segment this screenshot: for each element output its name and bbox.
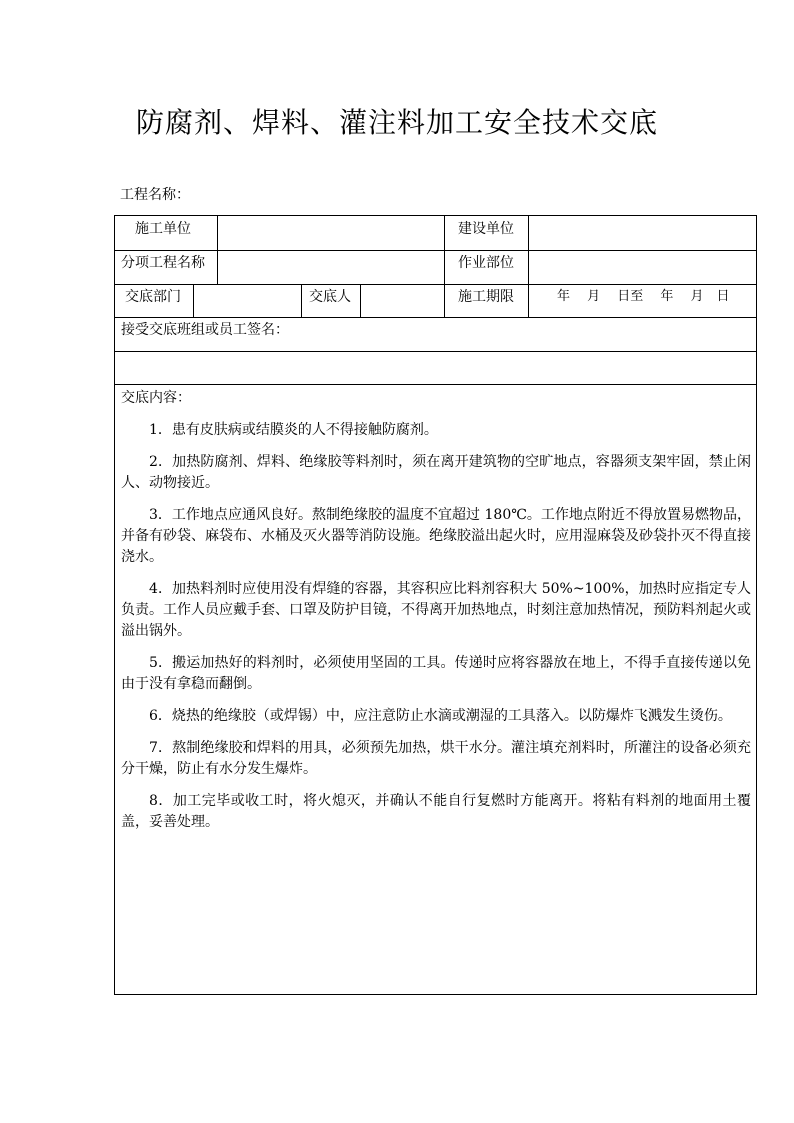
signature-field[interactable] xyxy=(121,354,749,382)
discloser-label: 交底人 xyxy=(309,289,351,305)
disclosure-table xyxy=(114,215,757,995)
content-item-5: 5．搬运加热好的料剂时，必须使用坚固的工具。传递时应将容器放在地上，不得手直接传递以免由于没有拿稳而翻倒。 xyxy=(121,655,751,692)
content-item-2: 2．加热防腐剂、焊料、绝缘胶等料剂时，须在离开建筑物的空旷地点，容器须支架牢固，禁止闲人、动物接近。 xyxy=(121,454,751,491)
construction-period-dates[interactable]: 年 月 日至 年 月 日 xyxy=(557,289,730,304)
row-divider xyxy=(115,317,756,318)
content-item-7: 7．熬制绝缘胶和焊料的用具，必须预先加热，烘干水分。灌注填充剂料时，所灌注的设备必须充分干燥，防止有水分发生爆炸。 xyxy=(121,740,751,777)
work-location-label: 作业部位 xyxy=(458,255,514,271)
content-item-3: 3．工作地点应通风良好。熬制绝缘胶的温度不宜超过 180℃。工作地点附近不得放置易燃物品，并备有砂袋、麻袋布、水桶及灭火器等消防设施。绝缘胶溢出起火时，应用湿麻袋及砂袋扑灭不得直接浇水。 xyxy=(121,507,751,565)
col-divider xyxy=(528,216,529,317)
document-title: 防腐剂、焊料、灌注料加工安全技术交底 xyxy=(135,106,658,139)
row-divider xyxy=(115,384,756,385)
content-item-1: 1．患有皮肤病或结膜炎的人不得接触防腐剂。 xyxy=(149,422,438,438)
content-item-6: 6．烧热的绝缘胶（或焊锡）中，应注意防止水滴或潮湿的工具落入。以防爆炸飞溅发生烫伤。 xyxy=(149,708,732,724)
signature-label: 接受交底班组或员工签名： xyxy=(121,322,289,338)
disclosure-dept-label: 交底部门 xyxy=(125,289,181,305)
col-divider xyxy=(444,216,445,317)
content-item-4: 4．加热料剂时应使用没有焊缝的容器，其容积应比料剂容积大 50%~100%，加热时应指定专人负责。工作人员应戴手套、口罩及防护目镜，不得离开加热地点，时刻注意加热情况，预防料剂起火或溢出锅外。 xyxy=(121,581,751,639)
row-divider xyxy=(115,250,756,251)
content-title: 交底内容： xyxy=(121,390,191,406)
col-divider xyxy=(217,216,218,284)
builder-unit-label: 建设单位 xyxy=(458,221,514,237)
row-divider xyxy=(115,284,756,285)
subproject-name-label: 分项工程名称 xyxy=(121,255,205,271)
project-name-label: 工程名称： xyxy=(120,187,190,203)
col-divider xyxy=(301,284,302,317)
disclosure-content xyxy=(121,388,751,844)
row-divider xyxy=(115,351,756,352)
construction-period-label: 施工期限 xyxy=(458,289,514,305)
col-divider xyxy=(193,284,194,317)
content-item-8: 8．加工完毕或收工时，将火熄灭，并确认不能自行复燃时方能离开。将粘有料剂的地面用土覆盖，妥善处理。 xyxy=(121,793,751,830)
construction-unit-label: 施工单位 xyxy=(135,221,191,237)
col-divider xyxy=(360,284,361,317)
